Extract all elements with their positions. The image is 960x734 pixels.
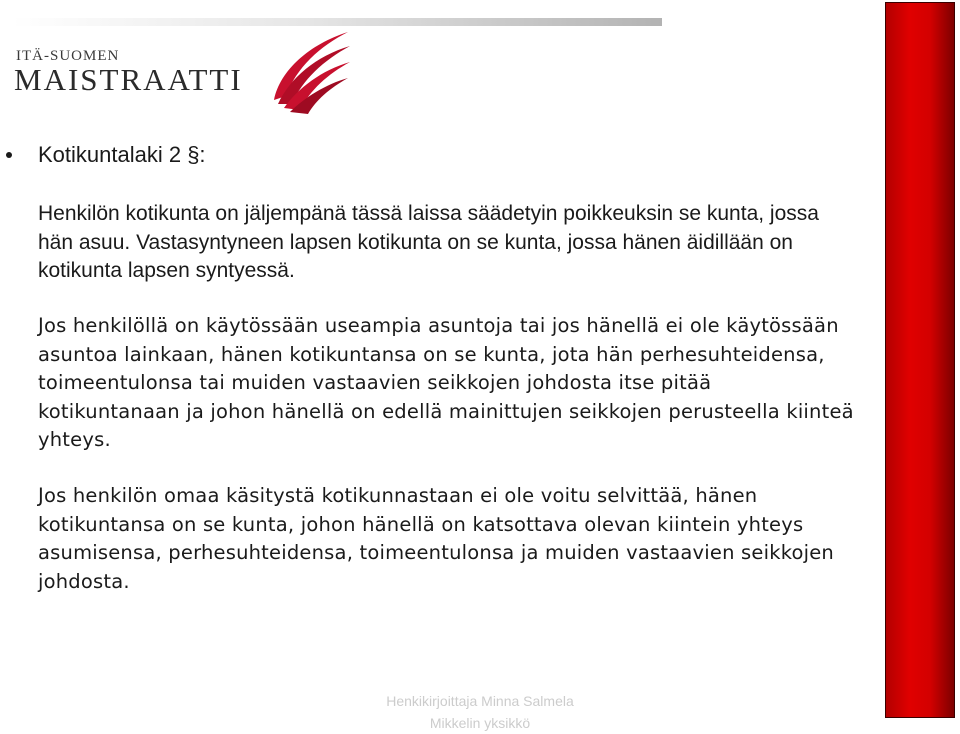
logo-big-text: MAISTRAATTI <box>14 62 243 97</box>
logo-small-text: ITÄ-SUOMEN <box>16 48 120 64</box>
paragraph-2: Jos henkilöllä on käytössään useampia asuntoja tai jos hänellä ei ole käytössään asuntoa lainkaan, hänen kotikuntansa on se kunta, jota hän perhesuhteidensa, toimeentulonsa tai muiden vastaavien seikkojen johdosta itse pitää kotikuntanaan ja johon hänellä on edellä mainittujen seikkojen perusteella kiinteä yhteys. <box>38 314 854 451</box>
footer-unit: Mikkelin yksikkö <box>429 715 531 731</box>
bullet-icon <box>6 152 12 158</box>
paragraph-3: Jos henkilön omaa käsitystä kotikunnastaan ei ole voitu selvittää, hänen kotikuntansa on se kunta, johon hänellä on katsottava olevan kiintein yhteys asumisensa, perhesuhteidensa, toimeentulonsa ja muiden vastaavien seikkojen johdosta. <box>38 484 834 593</box>
logo-swoosh-icon <box>270 30 352 114</box>
paragraph-1: Henkilön kotikunta on jäljempänä tässä laissa säädetyin poikkeuksin se kunta, jossa hän asuu. Vastasyntyneen lapsen kotikunta on se kunta, jossa hänen äidillään on kotikunta lapsen syntyessä. <box>38 202 819 282</box>
slide-content <box>0 140 880 593</box>
bullet-item <box>0 140 880 180</box>
top-gradient-stripe <box>12 18 662 26</box>
slide-footer <box>0 690 960 734</box>
footer-author: Henkikirjoittaja Minna Salmela <box>386 693 574 709</box>
law-heading: Kotikuntalaki 2 §: <box>38 142 206 167</box>
decorative-red-sidebar <box>885 2 955 718</box>
maistraatti-logo <box>12 30 352 114</box>
